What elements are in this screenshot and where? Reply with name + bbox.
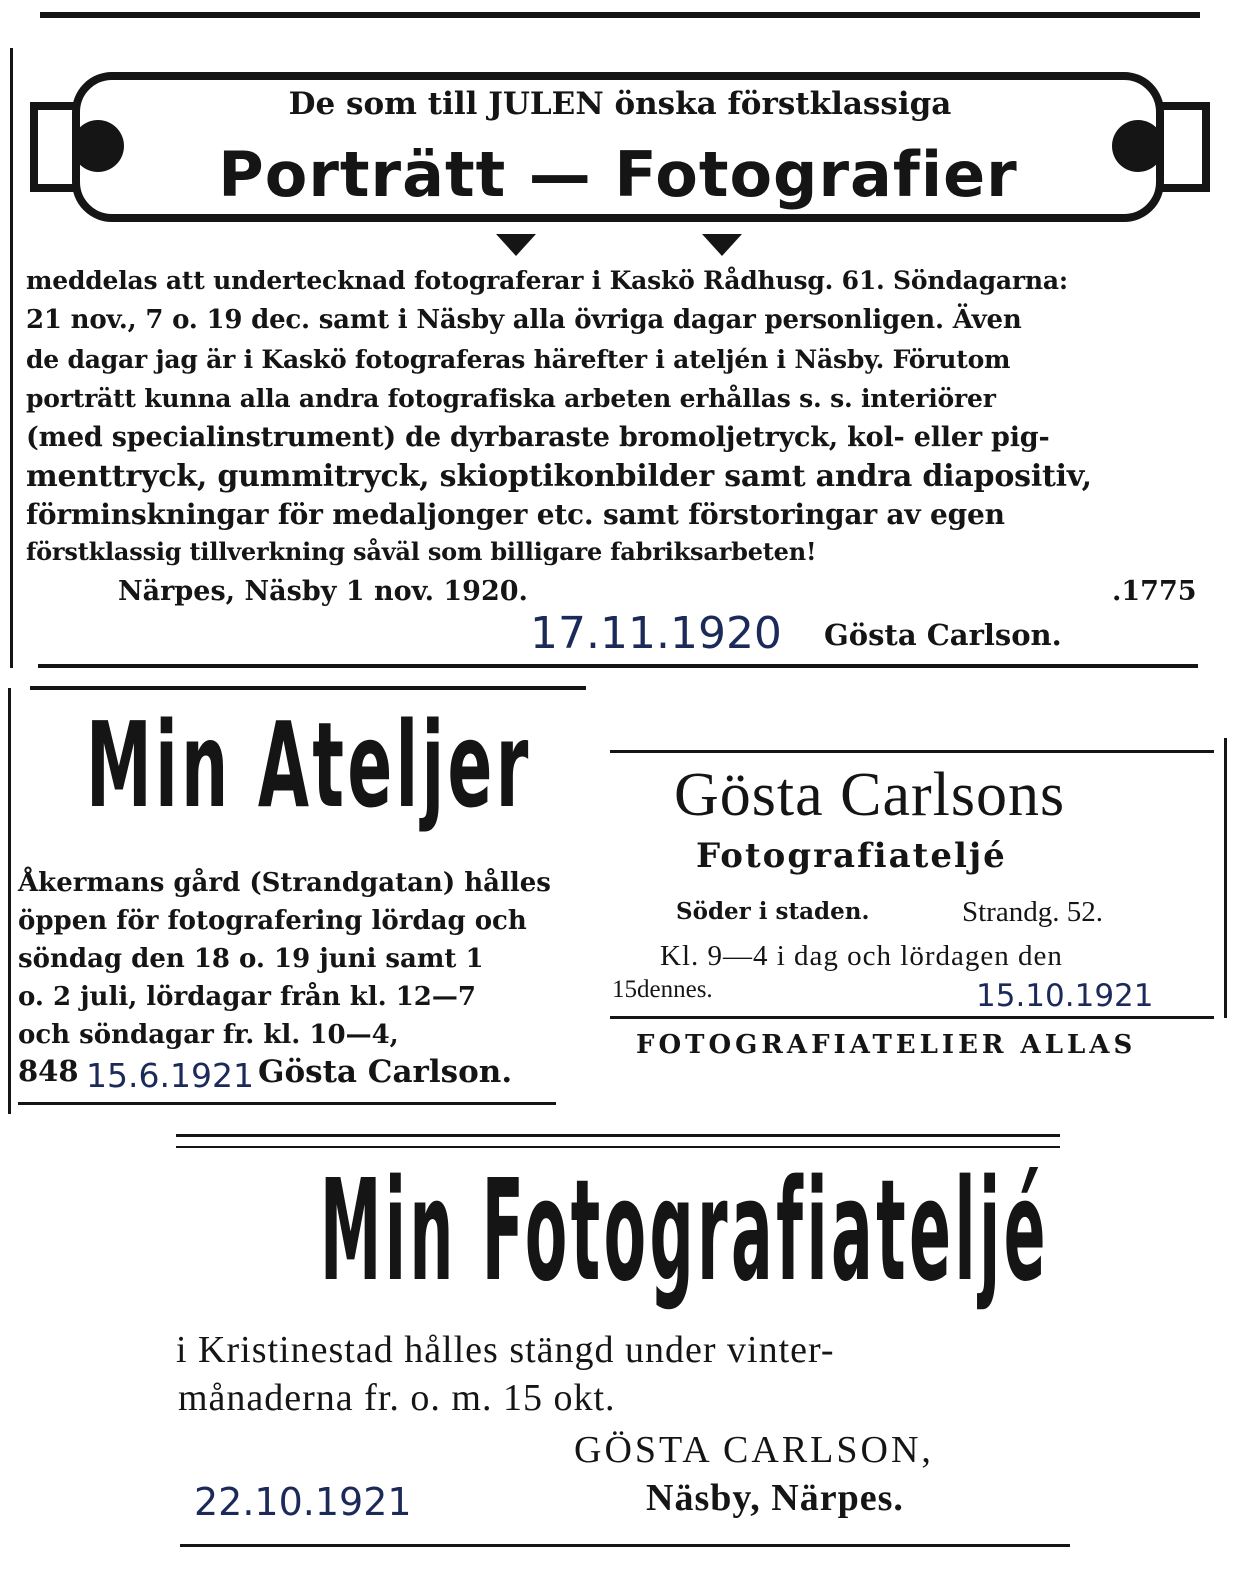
- banner-right-pointer-icon: [702, 234, 742, 256]
- ad2-body-line: öppen för fotografering lördag och: [18, 906, 527, 936]
- ad3-date-stamp: 15.10.1921: [976, 978, 1154, 1014]
- banner-left-pointer-icon: [496, 234, 536, 256]
- ad4-top-rule-2: [176, 1146, 1060, 1148]
- ad1-body-line: 21 nov., 7 o. 19 dec. samt i Näsby alla övriga dagar personligen. Även: [26, 305, 1022, 335]
- ad4-top-rule: [176, 1134, 1060, 1137]
- ad2-body-line: och söndagar fr. kl. 10—4,: [18, 1020, 399, 1050]
- ad1-body-line: förstklassig tillverkning såväl som billigare fabriksarbeten!: [26, 537, 817, 566]
- ad2-ad-number: 848: [18, 1054, 79, 1088]
- ad3-line-address-a: Söder i staden.: [676, 898, 870, 925]
- ad3-line-address-b: Strandg. 52.: [962, 896, 1103, 928]
- ad1-headline: De som till JULEN önska förstklassiga: [288, 86, 952, 122]
- ad2-left-border: [8, 688, 11, 1114]
- ad4-place: Näsby, Närpes.: [646, 1477, 904, 1519]
- ad1-place-date: Närpes, Näsby 1 nov. 1920.: [118, 576, 528, 607]
- ad3-line-hours: Kl. 9—4 i dag och lördagen den: [660, 940, 1063, 972]
- ad3-cutoff-clip: [636, 1024, 1196, 1060]
- ad1-body-line: meddelas att undertecknad fotograferar i Kaskö Rådhusg. 61. Söndagarna:: [26, 266, 1068, 295]
- ad2-body-line: söndag den 18 o. 19 juni samt 1: [18, 944, 484, 974]
- ad4-line-1: i Kristinestad hålles stängd under vinter-: [176, 1329, 835, 1371]
- ad2-top-rule: [30, 686, 586, 690]
- ad1-body-line: de dagar jag är i Kaskö fotograferas härefter i ateljén i Näsby. Förutom: [26, 345, 1011, 374]
- ad3-subtitle: Fotografiateljé: [696, 836, 1007, 876]
- ad1-signature: Gösta Carlson.: [824, 618, 1062, 652]
- ad1-bottom-rule: [38, 664, 1198, 668]
- ad4-title: Min Fotografiateljé: [320, 1150, 1050, 1313]
- ad3-bottom-rule: [610, 1016, 1214, 1019]
- ad2-signature: Gösta Carlson.: [258, 1054, 513, 1090]
- ad2-bottom-rule: [18, 1102, 556, 1105]
- ad3-line-date: 15dennes.: [612, 976, 713, 1003]
- ad2-body-line: o. 2 juli, lördagar från kl. 12—7: [18, 982, 476, 1012]
- ad2-body-line: Åkermans gård (Strandgatan) hålles: [18, 868, 551, 898]
- ad4-line-2: månaderna fr. o. m. 15 okt.: [178, 1377, 616, 1419]
- ad1-body-line: menttryck, gummitryck, skioptikonbilder samt andra diapositiv,: [26, 459, 1092, 494]
- ad3-cutoff-text: FOTOGRAFIATELIER ALLAS: [636, 1030, 1137, 1060]
- ad1-date-stamp: 17.11.1920: [530, 608, 782, 659]
- ad1-body-line: förminskningar för medaljonger etc. samt förstoringar av egen: [26, 498, 1005, 531]
- ad4-bottom-rule: [180, 1544, 1070, 1547]
- ad1-ad-number: .1775: [1112, 576, 1197, 607]
- ad4-date-stamp: 22.10.1921: [194, 1480, 412, 1524]
- ad3-title: Gösta Carlsons: [674, 761, 1066, 829]
- ad3-top-rule: [610, 750, 1214, 753]
- ad1-title: Porträtt — Fotografier: [218, 138, 1018, 211]
- ad1-top-rule: [40, 12, 1200, 18]
- ad4-signature: GÖSTA CARLSON,: [574, 1429, 934, 1471]
- ad1-body-line: (med specialinstrument) de dyrbaraste bromoljetryck, kol- eller pig-: [26, 422, 1050, 453]
- ad2-date-stamp: 15.6.1921: [86, 1056, 254, 1095]
- ad2-title: Min Ateljer: [86, 696, 532, 834]
- ad3-right-border: [1224, 738, 1227, 1018]
- ad1-body-line: porträtt kunna alla andra fotografiska arbeten erhållas s. s. interiörer: [26, 384, 996, 413]
